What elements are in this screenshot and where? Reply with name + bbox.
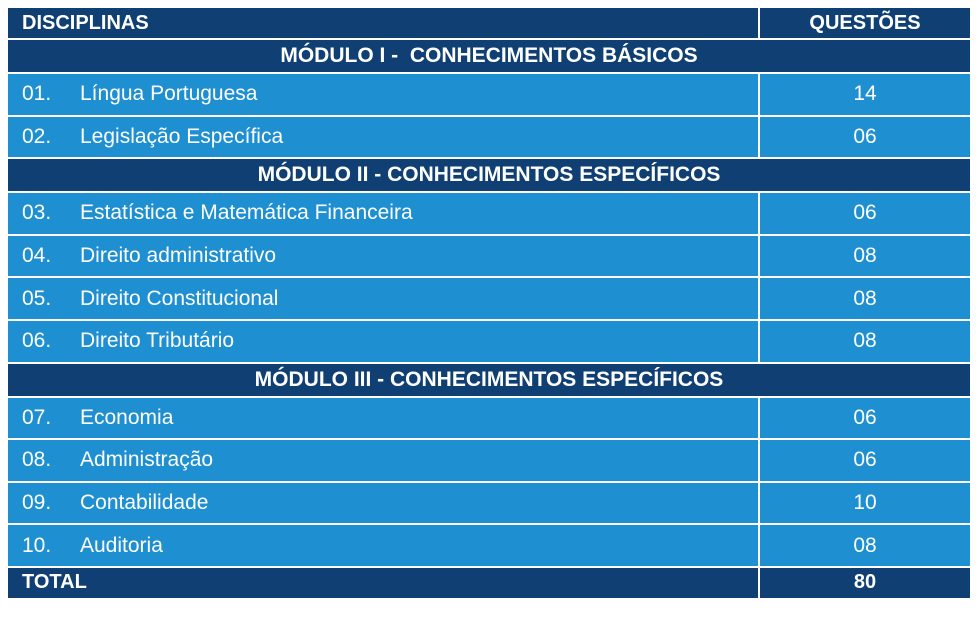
subject-cell (8, 236, 760, 277)
subject-name: Direito Tributário (80, 329, 235, 353)
question-count: 08 (853, 244, 877, 268)
subject-number: 06. (22, 329, 52, 353)
subject-cell (8, 193, 760, 234)
subject-number: 01. (22, 82, 52, 106)
subject-number: 04. (22, 244, 52, 268)
subject-cell (8, 278, 760, 319)
question-count: 06 (853, 124, 877, 148)
module-title: MÓDULO I - CONHECIMENTOS BÁSICOS (280, 44, 698, 67)
subject-number: 05. (22, 286, 52, 310)
subject-name: Contabilidade (80, 491, 209, 515)
subject-number: 03. (22, 201, 52, 225)
subject-name: Estatística e Matemática Financeira (80, 201, 413, 225)
table-row (8, 117, 970, 160)
module-row (8, 159, 970, 193)
subject-cell (8, 398, 760, 439)
subject-name: Auditoria (80, 533, 163, 557)
table-row (8, 440, 970, 483)
total-value: 80 (853, 571, 877, 594)
table-row (8, 236, 970, 279)
table-row (8, 525, 970, 568)
subject-name: Direito administrativo (80, 244, 277, 268)
question-count: 10 (853, 491, 877, 515)
subject-cell (8, 321, 760, 362)
table-row (8, 483, 970, 526)
table-row (8, 193, 970, 236)
question-count: 06 (853, 448, 877, 472)
subject-name: Economia (80, 405, 174, 429)
subject-number: 02. (22, 124, 52, 148)
subject-cell (8, 117, 760, 158)
module-title: MÓDULO II - CONHECIMENTOS ESPECÍFICOS (257, 163, 721, 187)
module-title: MÓDULO III - CONHECIMENTOS ESPECÍFICOS (254, 367, 724, 391)
total-row (8, 568, 970, 598)
question-count: 08 (853, 533, 877, 557)
subject-number: 08. (22, 448, 52, 472)
subject-cell (8, 525, 760, 566)
subject-number: 10. (22, 533, 52, 557)
table-header-row (8, 8, 970, 40)
subject-name: Administração (80, 448, 214, 472)
subject-cell (8, 440, 760, 481)
table-row (8, 278, 970, 321)
subject-number: 07. (22, 405, 52, 429)
question-count: 06 (853, 201, 877, 225)
subject-name: Direito Constitucional (80, 286, 279, 310)
question-count: 06 (853, 405, 877, 429)
subject-cell (8, 74, 760, 115)
header-questions: QUESTÕES (809, 11, 921, 34)
subject-number: 09. (22, 491, 52, 515)
subject-name: Língua Portuguesa (80, 82, 258, 106)
exam-subjects-table (8, 8, 970, 598)
question-count: 08 (853, 286, 877, 310)
question-count: 14 (853, 82, 877, 106)
subject-cell (8, 483, 760, 524)
table-row (8, 398, 970, 441)
module-row (8, 364, 970, 398)
subject-name: Legislação Específica (80, 124, 284, 148)
table-row (8, 74, 970, 117)
table-row (8, 321, 970, 364)
module-row (8, 40, 970, 74)
question-count: 08 (853, 329, 877, 353)
header-disciplines: DISCIPLINAS (8, 8, 760, 38)
total-label: TOTAL (8, 568, 760, 598)
